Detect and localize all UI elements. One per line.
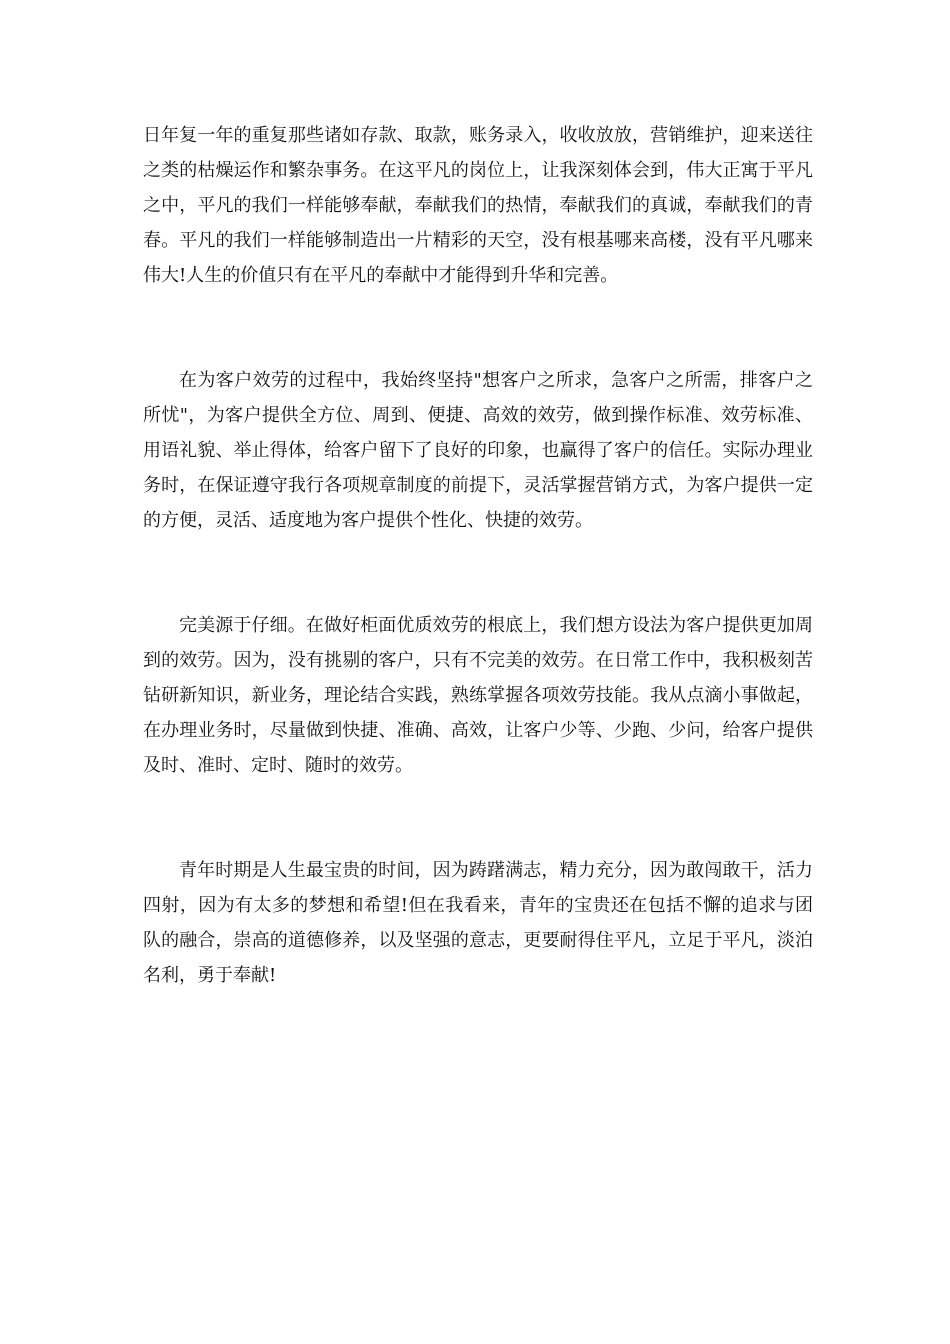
paragraph-spacer bbox=[143, 538, 813, 608]
paragraph-2: 在为客户效劳的过程中，我始终坚持"想客户之所求，急客户之所需，排客户之所忧"，为客户提供全方位、周到、便捷、高效的效劳，做到操作标准、效劳标准、用语礼貌、举止得体，给客户留下了良好的印象，也赢得了客户的信任。实际办理业务时，在保证遵守我行各项规章制度的前提下，灵活掌握营销方式，为客户提供一定的方便，灵活、适度地为客户提供个性化、快捷的效劳。 bbox=[143, 370, 813, 531]
paragraph-1: 日年复一年的重复那些诸如存款、取款，账务录入，收收放放，营销维护，迎来送往之类的枯燥运作和繁杂事务。在这平凡的岗位上，让我深刻体会到，伟大正寓于平凡之中，平凡的我们一样能够奉献，奉献我们的热情，奉献我们的真诚，奉献我们的青春。平凡的我们一样能够制造出一片精彩的天空，没有根基哪来高楼，没有平凡哪来伟大!人生的价值只有在平凡的奉献中才能得到升华和完善。 bbox=[143, 125, 813, 286]
paragraph-4: 青年时期是人生最宝贵的时间，因为踌躇满志，精力充分，因为敢闯敢干，活力四射，因为有太多的梦想和希望!但在我看来，青年的宝贵还在包括不懈的追求与团队的融合，崇高的道德修养，以及坚强的意志，更要耐得住平凡，立足于平凡，淡泊名利，勇于奉献! bbox=[143, 860, 813, 986]
paragraph-spacer bbox=[143, 783, 813, 853]
paragraph-spacer bbox=[143, 293, 813, 363]
paragraph-3: 完美源于仔细。在做好柜面优质效劳的根底上，我们想方设法为客户提供更加周到的效劳。因为，没有挑剔的客户，只有不完美的效劳。在日常工作中，我积极刻苦钻研新知识，新业务，理论结合实践，熟练掌握各项效劳技能。我从点滴小事做起，在办理业务时，尽量做到快捷、准确、高效，让客户少等、少跑、少问，给客户提供及时、准时、定时、随时的效劳。 bbox=[143, 615, 813, 776]
document-page bbox=[143, 118, 813, 993]
